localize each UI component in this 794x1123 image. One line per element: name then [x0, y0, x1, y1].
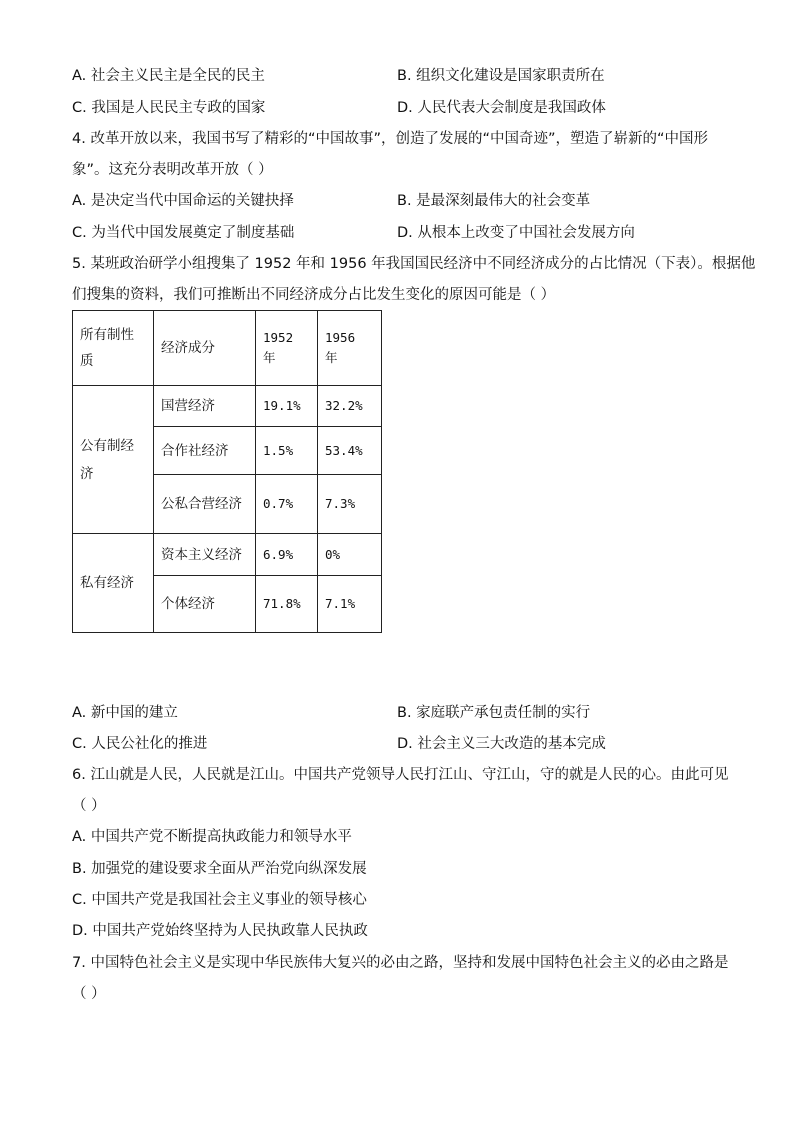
q3-option-c: C. 我国是人民民主专政的国家 — [72, 100, 266, 116]
q4-option-b: B. 是最深刻最伟大的社会变革 — [397, 193, 591, 209]
value-1952: 19.1% — [256, 386, 318, 427]
header-1952: 1952 年 — [256, 311, 318, 386]
table-header-row — [73, 311, 382, 386]
table-row — [73, 534, 382, 576]
q4-stem-line2: 象”。这充分表明改革开放（ ） — [72, 162, 273, 178]
component-cell: 合作社经济 — [154, 427, 256, 475]
q6-option-b: B. 加强党的建设要求全面从严治党向纵深发展 — [72, 861, 367, 877]
header-component: 经济成分 — [154, 311, 256, 386]
q5-option-a: A. 新中国的建立 — [72, 705, 178, 721]
q4-option-d: D. 从根本上改变了中国社会发展方向 — [397, 225, 635, 241]
component-cell: 个体经济 — [154, 576, 256, 633]
value-1952: 6.9% — [256, 534, 318, 576]
q5-stem-line2: 们搜集的资料，我们可推断出不同经济成分占比发生变化的原因可能是（ ） — [72, 287, 556, 303]
value-1952: 1.5% — [256, 427, 318, 475]
q4-option-a: A. 是决定当代中国命运的关键抉择 — [72, 193, 294, 209]
ownership-private: 私有经济 — [73, 534, 154, 633]
q3-option-b: B. 组织文化建设是国家职责所在 — [397, 68, 605, 84]
q6-stem-line1: 6. 江山就是人民，人民就是江山。中国共产党领导人民打江山、守江山，守的就是人民的心。由此可见 — [72, 767, 729, 783]
q4-stem-line1: 4. 改革开放以来，我国书写了精彩的“中国故事”，创造了发展的“中国奇迹”，塑造了崭新的“中国形 — [72, 131, 708, 147]
value-1956: 0% — [318, 534, 382, 576]
component-cell: 公私合营经济 — [154, 475, 256, 534]
value-1956: 7.1% — [318, 576, 382, 633]
value-1952: 0.7% — [256, 475, 318, 534]
q5-option-b: B. 家庭联产承包责任制的实行 — [397, 705, 591, 721]
q3-option-d: D. 人民代表大会制度是我国政体 — [397, 100, 606, 116]
q5-stem-line1: 5. 某班政治研学小组搜集了 1952 年和 1956 年我国国民经济中不同经济成分的占比情况（下表）。根据他 — [72, 256, 756, 272]
value-1956: 53.4% — [318, 427, 382, 475]
q7-stem-line1: 7. 中国特色社会主义是实现中华民族伟大复兴的必由之路，坚持和发展中国特色社会主义的必由之路是 — [72, 955, 729, 971]
component-cell: 国营经济 — [154, 386, 256, 427]
value-1956: 32.2% — [318, 386, 382, 427]
q6-option-d: D. 中国共产党始终坚持为人民执政靠人民执政 — [72, 923, 368, 939]
q5-option-d: D. 社会主义三大改造的基本完成 — [397, 736, 606, 752]
value-1952: 71.8% — [256, 576, 318, 633]
component-cell: 资本主义经济 — [154, 534, 256, 576]
q6-stem-line2: （ ） — [72, 798, 106, 814]
ownership-public: 公有制经济 — [73, 386, 154, 534]
header-1956: 1956 年 — [318, 311, 382, 386]
header-ownership: 所有制性质 — [73, 311, 154, 386]
economy-table — [72, 310, 382, 633]
table-row — [73, 386, 382, 427]
q7-stem-line2: （ ） — [72, 986, 106, 1002]
q5-option-c: C. 人民公社化的推进 — [72, 736, 208, 752]
q4-option-c: C. 为当代中国发展奠定了制度基础 — [72, 225, 295, 241]
q6-option-a: A. 中国共产党不断提高执政能力和领导水平 — [72, 829, 352, 845]
value-1956: 7.3% — [318, 475, 382, 534]
q3-option-a: A. 社会主义民主是全民的民主 — [72, 68, 265, 84]
q6-option-c: C. 中国共产党是我国社会主义事业的领导核心 — [72, 892, 367, 908]
